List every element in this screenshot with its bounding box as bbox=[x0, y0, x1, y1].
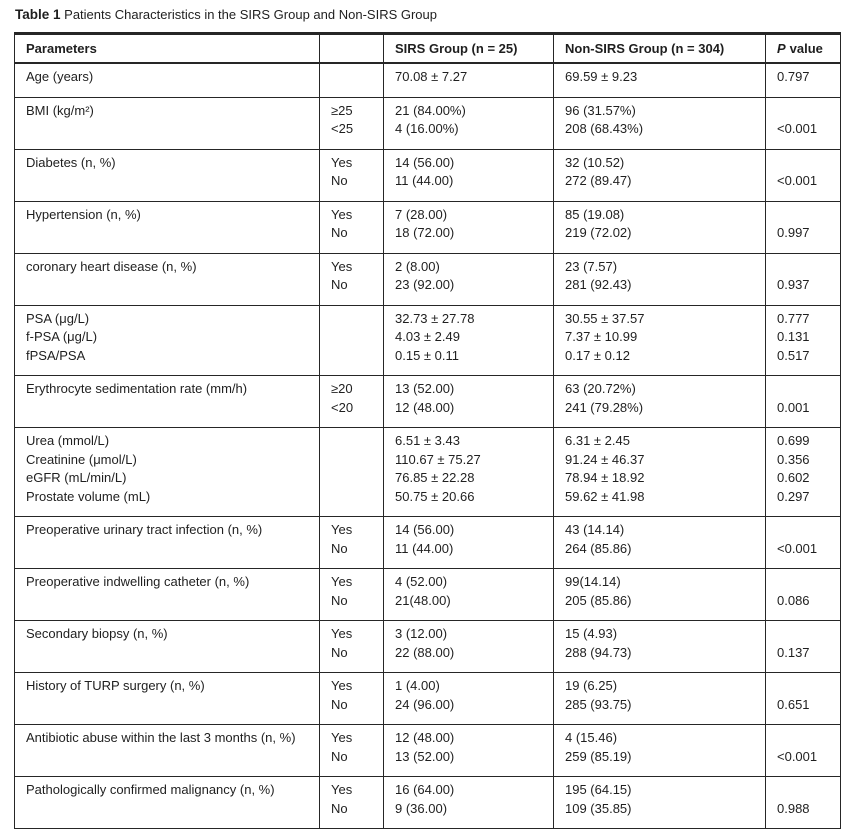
sirs-value-cell bbox=[384, 201, 554, 253]
cell-line: 0.937 bbox=[777, 277, 810, 292]
parameter-cell bbox=[15, 569, 320, 621]
cell-line: 11 (44.00) bbox=[395, 173, 454, 188]
pvalue-cell bbox=[766, 305, 841, 376]
cell-line bbox=[26, 592, 317, 611]
col-header-subcategory bbox=[320, 34, 384, 64]
cell-line: ≥20 bbox=[331, 381, 353, 396]
sirs-value-cell bbox=[384, 376, 554, 428]
table-row bbox=[15, 428, 841, 517]
cell-line bbox=[26, 224, 317, 243]
cell-line: 18 (72.00) bbox=[395, 225, 455, 240]
cell-line: 4 (52.00) bbox=[395, 574, 448, 589]
nonsirs-value-cell bbox=[554, 305, 766, 376]
cell-line: No bbox=[331, 800, 348, 816]
table-body bbox=[15, 63, 841, 829]
cell-line: <0.001 bbox=[777, 540, 818, 556]
sirs-value-cell bbox=[384, 673, 554, 725]
cell-line: <0.001 bbox=[777, 121, 818, 136]
cell-line: 0.297 bbox=[777, 488, 810, 504]
sirs-value-cell bbox=[384, 517, 554, 569]
subcategory-cell bbox=[320, 777, 384, 829]
cell-line: 13 (52.00) bbox=[395, 748, 455, 764]
cell-line: Erythrocyte sedimentation rate (mm/h) bbox=[26, 381, 248, 396]
col-header-nonsirs-group: Non-SIRS Group (n = 304) bbox=[554, 34, 766, 64]
sirs-value-cell bbox=[384, 777, 554, 829]
parameter-cell bbox=[15, 201, 320, 253]
cell-line: History of TURP surgery (n, %) bbox=[26, 678, 205, 693]
cell-line: 12 (48.00) bbox=[395, 399, 455, 415]
cell-line: coronary heart disease (n, %) bbox=[26, 258, 197, 274]
cell-line: No bbox=[331, 540, 348, 556]
cell-line: No bbox=[331, 696, 348, 712]
nonsirs-value-cell bbox=[554, 777, 766, 829]
cell-line: 0.001 bbox=[777, 399, 810, 415]
cell-line: 13 (52.00) bbox=[395, 381, 455, 396]
pvalue-cell bbox=[766, 376, 841, 428]
cell-line bbox=[331, 488, 381, 507]
pvalue-cell bbox=[766, 149, 841, 201]
sirs-value-cell bbox=[384, 725, 554, 777]
cell-line: 9 (36.00) bbox=[395, 800, 448, 816]
cell-line: 19 (6.25) bbox=[565, 678, 618, 693]
cell-line: 7 (28.00) bbox=[395, 206, 448, 222]
cell-line: No bbox=[331, 748, 348, 764]
cell-line bbox=[26, 696, 317, 715]
cell-line: <25 bbox=[331, 121, 354, 136]
cell-line: PSA (μg/L) bbox=[26, 310, 90, 326]
sirs-value-cell bbox=[384, 253, 554, 305]
cell-line bbox=[331, 328, 381, 347]
cell-line: 14 (56.00) bbox=[395, 154, 455, 170]
cell-line: 0.17 ± 0.12 bbox=[565, 347, 630, 363]
pvalue-cell bbox=[766, 253, 841, 305]
pvalue-cell bbox=[766, 517, 841, 569]
cell-line: Preoperative urinary tract infection (n, %) bbox=[26, 522, 263, 537]
table-row bbox=[15, 253, 841, 305]
nonsirs-value-cell bbox=[554, 725, 766, 777]
cell-line: 0.777 bbox=[777, 310, 810, 326]
cell-line: 272 (89.47) bbox=[565, 173, 632, 188]
subcategory-cell bbox=[320, 673, 384, 725]
subcategory-cell bbox=[320, 517, 384, 569]
cell-line: Yes bbox=[331, 522, 353, 537]
cell-line: Yes bbox=[331, 782, 353, 797]
cell-line: 3 (12.00) bbox=[395, 626, 448, 641]
parameter-cell bbox=[15, 725, 320, 777]
nonsirs-value-cell bbox=[554, 621, 766, 673]
table-title bbox=[15, 7, 840, 23]
cell-line: 0.997 bbox=[777, 225, 810, 240]
cell-line: Yes bbox=[331, 730, 353, 745]
cell-line: BMI (kg/m²) bbox=[26, 102, 94, 118]
cell-line: 23 (7.57) bbox=[565, 258, 618, 274]
cell-line: Pathologically confirmed malignancy (n, %) bbox=[26, 782, 275, 797]
cell-line: 4 (16.00%) bbox=[395, 121, 459, 136]
subcategory-cell bbox=[320, 305, 384, 376]
parameter-cell bbox=[15, 428, 320, 517]
cell-line: fPSA/PSA bbox=[26, 347, 86, 363]
cell-line bbox=[26, 748, 317, 767]
table-row bbox=[15, 673, 841, 725]
pvalue-cell bbox=[766, 63, 841, 97]
cell-line: 6.31 ± 2.45 bbox=[565, 433, 630, 448]
cell-line: 50.75 ± 20.66 bbox=[395, 488, 475, 504]
cell-line: No bbox=[331, 277, 348, 292]
cell-line bbox=[331, 451, 381, 470]
cell-line: 219 (72.02) bbox=[565, 225, 632, 240]
subcategory-cell bbox=[320, 569, 384, 621]
cell-line: Prostate volume (mL) bbox=[26, 488, 151, 504]
cell-line bbox=[777, 258, 838, 277]
nonsirs-value-cell bbox=[554, 428, 766, 517]
cell-line bbox=[777, 677, 838, 696]
parameter-cell bbox=[15, 621, 320, 673]
subcategory-cell bbox=[320, 149, 384, 201]
pvalue-label-rest: value bbox=[789, 41, 823, 56]
cell-line: f-PSA (μg/L) bbox=[26, 329, 98, 344]
table-row bbox=[15, 63, 841, 97]
header-row bbox=[15, 34, 841, 64]
cell-line: 0.797 bbox=[777, 69, 810, 84]
nonsirs-value-cell bbox=[554, 149, 766, 201]
table-row bbox=[15, 97, 841, 149]
pvalue-cell bbox=[766, 97, 841, 149]
sirs-value-cell bbox=[384, 149, 554, 201]
cell-line bbox=[777, 781, 838, 800]
pvalue-cell bbox=[766, 777, 841, 829]
pvalue-cell bbox=[766, 569, 841, 621]
cell-line: Urea (mmol/L) bbox=[26, 433, 110, 448]
table-row bbox=[15, 777, 841, 829]
cell-line: 1 (4.00) bbox=[395, 678, 440, 693]
cell-line: 43 (14.14) bbox=[565, 522, 625, 537]
col-header-sirs-group: SIRS Group (n = 25) bbox=[384, 34, 554, 64]
cell-line: Yes bbox=[331, 626, 353, 641]
subcategory-cell bbox=[320, 63, 384, 97]
cell-line: 32 (10.52) bbox=[565, 154, 625, 170]
nonsirs-value-cell bbox=[554, 253, 766, 305]
cell-line: Yes bbox=[331, 574, 353, 589]
subcategory-cell bbox=[320, 376, 384, 428]
cell-line bbox=[777, 206, 838, 225]
cell-line: 264 (85.86) bbox=[565, 540, 632, 556]
parameter-cell bbox=[15, 97, 320, 149]
cell-line bbox=[777, 729, 838, 748]
parameter-cell bbox=[15, 517, 320, 569]
cell-line: 14 (56.00) bbox=[395, 522, 455, 537]
cell-line: 259 (85.19) bbox=[565, 748, 632, 764]
cell-line: <0.001 bbox=[777, 748, 818, 764]
nonsirs-value-cell bbox=[554, 517, 766, 569]
cell-line: 110.67 ± 75.27 bbox=[395, 451, 481, 467]
cell-line: 0.086 bbox=[777, 592, 810, 608]
subcategory-cell bbox=[320, 725, 384, 777]
cell-line: 21(48.00) bbox=[395, 592, 451, 608]
cell-line: Yes bbox=[331, 154, 353, 170]
cell-line: 0.988 bbox=[777, 800, 810, 816]
cell-line: 109 (35.85) bbox=[565, 800, 632, 816]
table-row bbox=[15, 149, 841, 201]
cell-line: 281 (92.43) bbox=[565, 277, 632, 292]
subcategory-cell bbox=[320, 621, 384, 673]
cell-line bbox=[26, 644, 317, 663]
parameter-cell bbox=[15, 777, 320, 829]
table-row bbox=[15, 621, 841, 673]
cell-line: 0.699 bbox=[777, 433, 810, 448]
subcategory-cell bbox=[320, 253, 384, 305]
pvalue-cell bbox=[766, 428, 841, 517]
cell-line: 85 (19.08) bbox=[565, 206, 625, 222]
cell-line bbox=[777, 102, 838, 121]
parameter-cell bbox=[15, 63, 320, 97]
cell-line bbox=[331, 347, 381, 366]
table-label: Table 1 bbox=[15, 7, 61, 22]
cell-line: ≥25 bbox=[331, 102, 353, 118]
cell-line: Yes bbox=[331, 206, 353, 222]
sirs-value-cell bbox=[384, 428, 554, 517]
subcategory-cell bbox=[320, 428, 384, 517]
cell-line: Diabetes (n, %) bbox=[26, 154, 116, 170]
cell-line: 12 (48.00) bbox=[395, 730, 455, 745]
cell-line: 21 (84.00%) bbox=[395, 102, 466, 118]
table-row bbox=[15, 517, 841, 569]
nonsirs-value-cell bbox=[554, 376, 766, 428]
cell-line bbox=[777, 573, 838, 592]
cell-line: 99(14.14) bbox=[565, 574, 621, 589]
cell-line: 78.94 ± 18.92 bbox=[565, 470, 645, 485]
cell-line: 0.131 bbox=[777, 329, 810, 344]
cell-line: 69.59 ± 9.23 bbox=[565, 69, 638, 84]
cell-line: No bbox=[331, 173, 348, 188]
pvalue-cell bbox=[766, 725, 841, 777]
cell-line: 7.37 ± 10.99 bbox=[565, 329, 638, 344]
patient-characteristics-table bbox=[14, 32, 841, 829]
cell-line: 22 (88.00) bbox=[395, 644, 455, 660]
pvalue-cell bbox=[766, 673, 841, 725]
cell-line: Antibiotic abuse within the last 3 months (n, %) bbox=[26, 730, 296, 745]
cell-line: 30.55 ± 37.57 bbox=[565, 310, 645, 326]
col-header-pvalue bbox=[766, 34, 841, 64]
cell-line: Preoperative indwelling catheter (n, %) bbox=[26, 574, 250, 589]
table-caption: Patients Characteristics in the SIRS Group and Non-SIRS Group bbox=[64, 7, 437, 22]
cell-line bbox=[777, 380, 838, 399]
cell-line: 4 (15.46) bbox=[565, 730, 618, 745]
cell-line: 6.51 ± 3.43 bbox=[395, 433, 460, 448]
nonsirs-value-cell bbox=[554, 201, 766, 253]
cell-line bbox=[331, 68, 381, 87]
cell-line: Yes bbox=[331, 678, 353, 693]
cell-line bbox=[331, 310, 381, 329]
cell-line: 0.602 bbox=[777, 470, 810, 485]
cell-line: 11 (44.00) bbox=[395, 540, 454, 556]
cell-line: 0.137 bbox=[777, 644, 810, 660]
cell-line: Yes bbox=[331, 258, 353, 274]
cell-line: 16 (64.00) bbox=[395, 782, 455, 797]
cell-line: 195 (64.15) bbox=[565, 782, 632, 797]
sirs-value-cell bbox=[384, 97, 554, 149]
cell-line bbox=[26, 172, 317, 191]
cell-line: No bbox=[331, 644, 348, 660]
cell-line bbox=[777, 154, 838, 173]
nonsirs-value-cell bbox=[554, 569, 766, 621]
cell-line: Secondary biopsy (n, %) bbox=[26, 626, 168, 641]
nonsirs-value-cell bbox=[554, 673, 766, 725]
cell-line: Creatinine (μmol/L) bbox=[26, 451, 137, 467]
sirs-value-cell bbox=[384, 569, 554, 621]
sirs-value-cell bbox=[384, 305, 554, 376]
cell-line: 63 (20.72%) bbox=[565, 381, 636, 396]
cell-line: 0.15 ± 0.11 bbox=[395, 347, 459, 363]
pvalue-italic-p: P bbox=[777, 41, 786, 56]
subcategory-cell bbox=[320, 201, 384, 253]
cell-line: 288 (94.73) bbox=[565, 644, 632, 660]
cell-line: <20 bbox=[331, 399, 354, 415]
cell-line bbox=[26, 399, 317, 418]
sirs-value-cell bbox=[384, 63, 554, 97]
cell-line bbox=[777, 521, 838, 540]
cell-line: 0.651 bbox=[777, 696, 810, 712]
cell-line: 4.03 ± 2.49 bbox=[395, 329, 460, 344]
sirs-value-cell bbox=[384, 621, 554, 673]
subcategory-cell bbox=[320, 97, 384, 149]
cell-line: 91.24 ± 46.37 bbox=[565, 451, 645, 467]
parameter-cell bbox=[15, 305, 320, 376]
cell-line: 70.08 ± 7.27 bbox=[395, 69, 468, 84]
cell-line: 208 (68.43%) bbox=[565, 121, 644, 136]
table-row bbox=[15, 725, 841, 777]
cell-line bbox=[26, 120, 317, 139]
cell-line bbox=[26, 276, 317, 295]
cell-line: <0.001 bbox=[777, 173, 818, 188]
cell-line: No bbox=[331, 225, 348, 240]
table-row bbox=[15, 305, 841, 376]
cell-line: 241 (79.28%) bbox=[565, 399, 644, 415]
cell-line: 59.62 ± 41.98 bbox=[565, 488, 645, 504]
cell-line bbox=[26, 540, 317, 559]
cell-line bbox=[331, 469, 381, 488]
cell-line: 76.85 ± 22.28 bbox=[395, 470, 475, 485]
cell-line: 32.73 ± 27.78 bbox=[395, 310, 475, 326]
cell-line: 0.356 bbox=[777, 451, 810, 467]
col-header-parameters: Parameters bbox=[15, 34, 320, 64]
pvalue-cell bbox=[766, 201, 841, 253]
nonsirs-value-cell bbox=[554, 97, 766, 149]
cell-line: 15 (4.93) bbox=[565, 626, 618, 641]
cell-line: 2 (8.00) bbox=[395, 258, 440, 274]
cell-line: Hypertension (n, %) bbox=[26, 206, 141, 222]
cell-line bbox=[777, 625, 838, 644]
table-row bbox=[15, 376, 841, 428]
parameter-cell bbox=[15, 149, 320, 201]
cell-line: 96 (31.57%) bbox=[565, 102, 636, 118]
cell-line: 205 (85.86) bbox=[565, 592, 632, 608]
pvalue-cell bbox=[766, 621, 841, 673]
cell-line: 285 (93.75) bbox=[565, 696, 632, 712]
parameter-cell bbox=[15, 253, 320, 305]
parameter-cell bbox=[15, 376, 320, 428]
cell-line: No bbox=[331, 592, 348, 608]
table-row bbox=[15, 201, 841, 253]
table-row bbox=[15, 569, 841, 621]
cell-line: Age (years) bbox=[26, 69, 94, 84]
cell-line: 24 (96.00) bbox=[395, 696, 455, 712]
cell-line: 0.517 bbox=[777, 347, 810, 363]
cell-line: eGFR (mL/min/L) bbox=[26, 470, 127, 485]
parameter-cell bbox=[15, 673, 320, 725]
nonsirs-value-cell bbox=[554, 63, 766, 97]
cell-line: 23 (92.00) bbox=[395, 277, 455, 292]
cell-line bbox=[331, 432, 381, 451]
cell-line bbox=[26, 800, 317, 819]
